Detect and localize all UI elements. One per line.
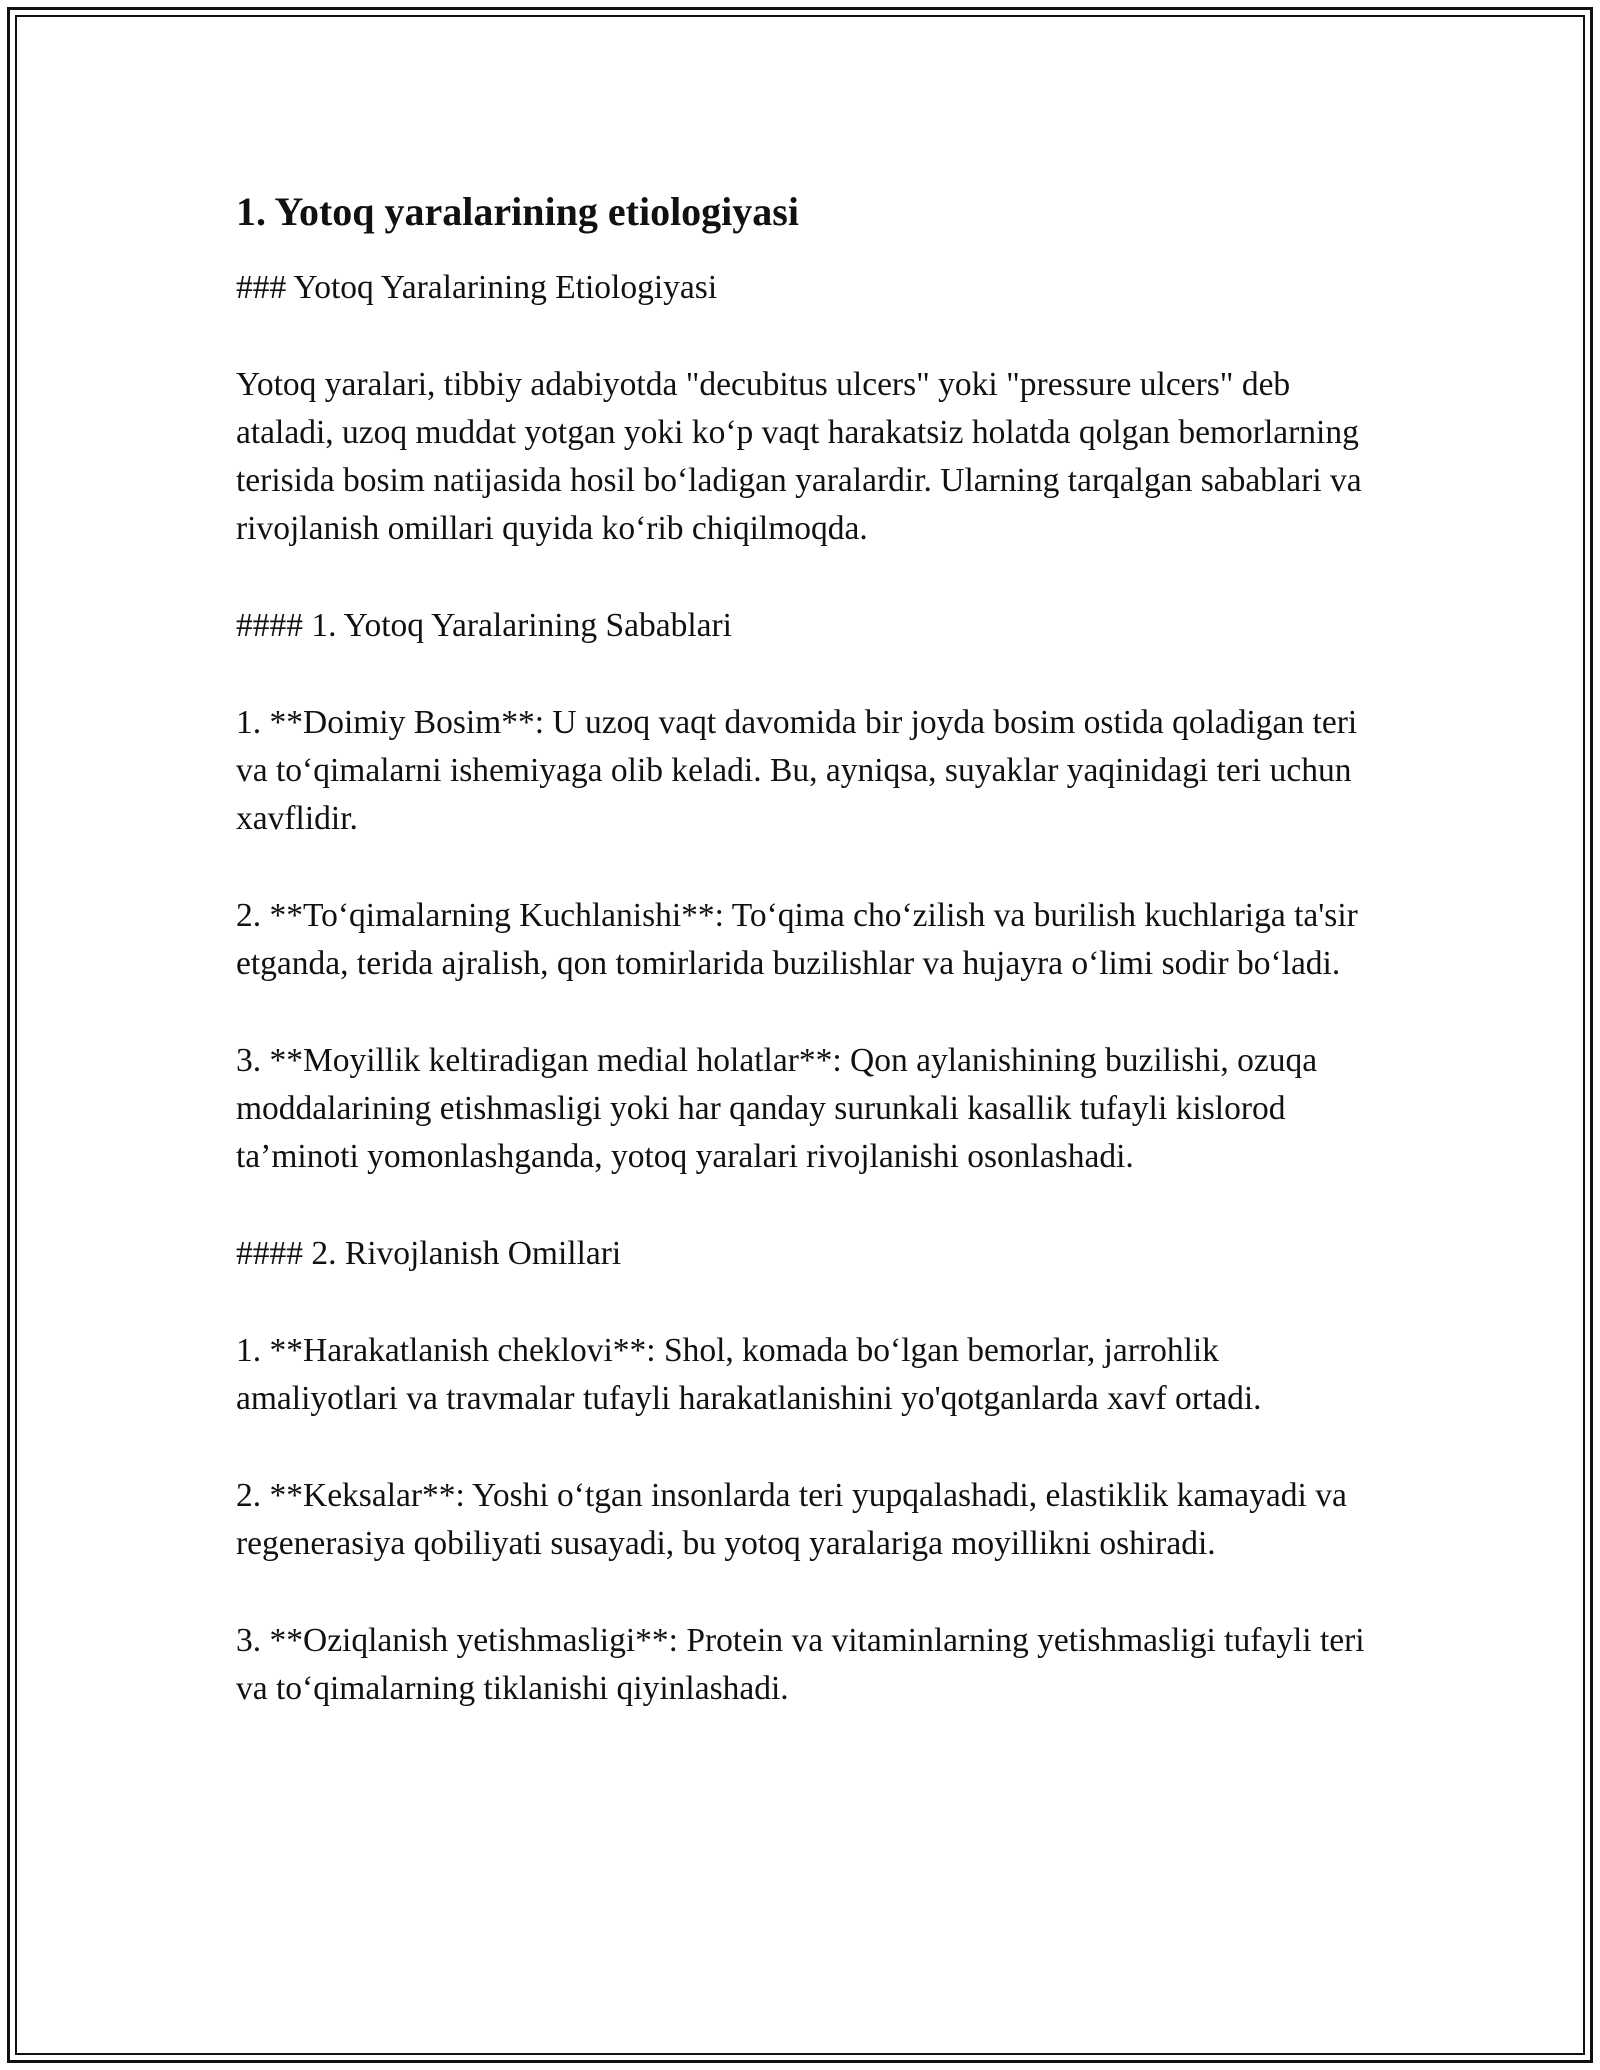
factor-item-1: 1. **Harakatlanish cheklovi**: Shol, komada boʻlgan bemorlar, jarrohlik amaliyotlari va travmalar tufayli harakatlanishini yo'qotganlarda xavf ortadi. xyxy=(236,1332,1262,1417)
document-title: 1. Yotoq yaralarining etiologiyasi xyxy=(236,189,799,234)
cause-item-1: 1. **Doimiy Bosim**: U uzoq vaqt davomida bir joyda bosim ostida qoladigan teri va toʻqimalarni ishemiyaga olib keladi. Bu, ayniqsa, suyaklar yaqinidagi teri uchun xavflidir. xyxy=(236,704,1358,837)
factor-item-2: 2. **Keksalar**: Yoshi oʻtgan insonlarda teri yupqalashadi, elastiklik kamayadi va regenerasiya qobiliyati susayadi, bu yotoq yaralariga moyillikni oshiradi. xyxy=(236,1477,1347,1562)
document-body xyxy=(236,186,1386,1762)
cause-item-3: 3. **Moyillik keltiradigan medial holatlar**: Qon aylanishining buzilishi, ozuqa moddalarining etishmasligi yoki har qanday surunkali kasallik tufayli kislorod ta’minoti yomonlashganda, yotoq yaralari rivojlanishi osonlashadi. xyxy=(236,1042,1318,1175)
intro-paragraph: Yotoq yaralari, tibbiy adabiyotda "decubitus ulcers" yoki "pressure ulcers" deb ataladi, uzoq muddat yotgan yoki koʻp vaqt harakatsiz holatda qolgan bemorlarning terisida bosim natijasida hosil boʻladigan yaralardir. Ularning tarqalgan sabablari va rivojlanish omillari quyida koʻrib chiqilmoqda. xyxy=(236,366,1362,547)
cause-item-2: 2. **Toʻqimalarning Kuchlanishi**: Toʻqima choʻzilish va burilish kuchlariga ta'sir etganda, terida ajralish, qon tomirlarida buzilishlar va hujayra oʻlimi sodir boʻladi. xyxy=(236,897,1358,982)
subsection-heading-factors: #### 2. Rivojlanish Omillari xyxy=(236,1235,622,1272)
factor-item-3: 3. **Oziqlanish yetishmasligi**: Protein va vitaminlarning yetishmasligi tufayli teri va toʻqimalarning tiklanishi qiyinlashadi. xyxy=(236,1622,1365,1707)
section-heading: ### Yotoq Yaralarining Etiologiyasi xyxy=(236,269,718,306)
subsection-heading-causes: #### 1. Yotoq Yaralarining Sabablari xyxy=(236,607,732,644)
